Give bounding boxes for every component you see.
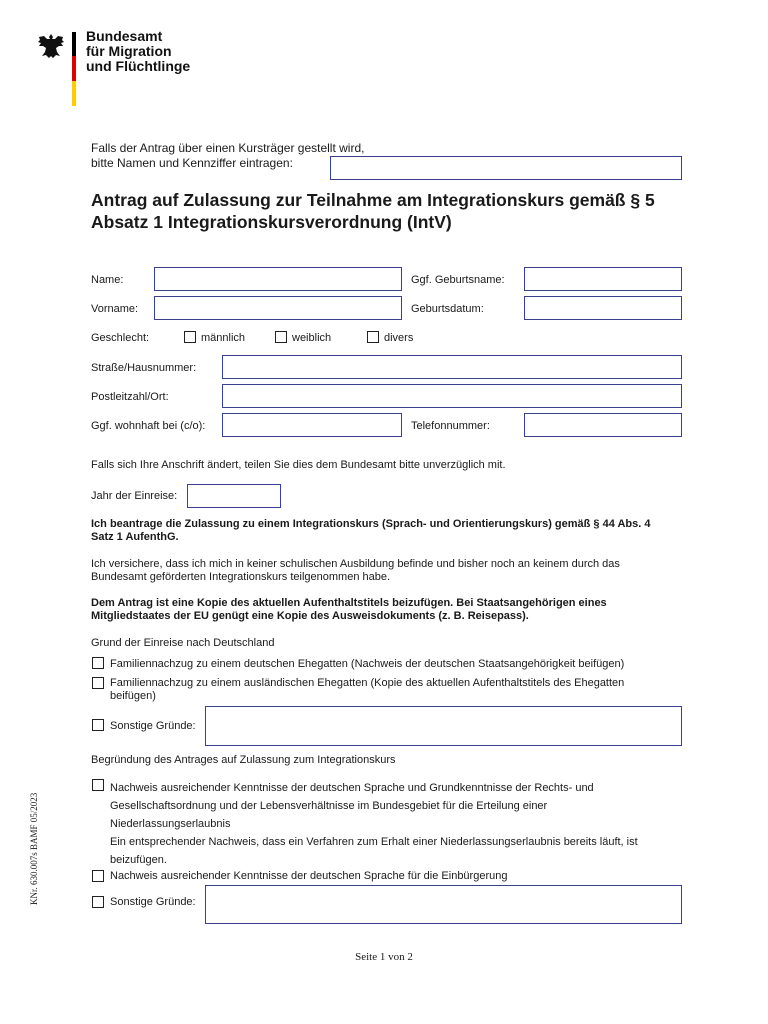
- birth-date-label: Geburtsdatum:: [411, 303, 484, 315]
- justification-checkbox-2[interactable]: [92, 870, 104, 882]
- justification-option-1: [110, 779, 638, 869]
- birth-name-label: Ggf. Geburtsname:: [411, 274, 505, 286]
- justification-checkbox-3[interactable]: [92, 896, 104, 908]
- address-note: Falls sich Ihre Anschrift ändert, teilen Sie dies dem Bundesamt bitte unverzüglich mit.: [91, 459, 506, 471]
- course-provider-line-1: Falls der Antrag über einen Kursträger gestellt wird,: [91, 141, 365, 155]
- request-statement: [91, 518, 651, 544]
- justification-option-1-line-3: Niederlassungserlaubnis: [110, 818, 231, 830]
- justification-option-3: Sonstige Gründe:: [110, 896, 196, 908]
- entry-reason-option-2-line-2: beifügen): [110, 690, 156, 702]
- course-provider-input[interactable]: [330, 156, 682, 180]
- female-label: weiblich: [292, 332, 332, 344]
- copy-requirement: [91, 597, 607, 623]
- justification-other-input[interactable]: [205, 885, 682, 924]
- flag-stripe-gold: [72, 81, 76, 106]
- justification-option-1-line-1: Nachweis ausreichender Kenntnisse der deutschen Sprache und Grundkenntnisse der Rechts- und: [110, 782, 594, 794]
- agency-line-3: und Flüchtlinge: [86, 58, 191, 74]
- phone-input[interactable]: [524, 413, 682, 437]
- street-input[interactable]: [222, 355, 682, 379]
- copy-line-1: Dem Antrag ist eine Kopie des aktuellen Aufenthaltstitels beizufügen. Bei Staatsangehörigen eines: [91, 597, 607, 609]
- diverse-checkbox[interactable]: [367, 331, 379, 343]
- postal-label: Postleitzahl/Ort:: [91, 391, 169, 403]
- entry-reason-option-1: Familiennachzug zu einem deutschen Ehegatten (Nachweis der deutschen Staatsangehörigkeit beifügen): [110, 658, 625, 670]
- birth-date-input[interactable]: [524, 296, 682, 320]
- copy-line-2: Mitgliedstaates der EU genügt eine Kopie des Ausweisdokuments (z. B. Reisepass).: [91, 610, 529, 622]
- entry-reason-checkbox-3[interactable]: [92, 719, 104, 731]
- entry-reason-option-3: Sonstige Gründe:: [110, 720, 196, 732]
- assurance-line-2: Bundesamt geförderten Integrationskurs teilgenommen habe.: [91, 571, 391, 583]
- entry-reason-option-2-line-1: Familiennachzug zu einem ausländischen Ehegatten (Kopie des aktuellen Aufenthaltstitels des Ehegatten: [110, 677, 625, 689]
- title-line-2: Absatz 1 Integrationskursverordnung (IntV): [91, 212, 452, 232]
- course-provider-text: [91, 141, 364, 171]
- page-number: Seite 1 von 2: [355, 951, 413, 963]
- street-label: Straße/Hausnummer:: [91, 362, 197, 374]
- entry-reason-option-2: [110, 677, 624, 703]
- request-line-2: Satz 1 AufenthG.: [91, 531, 179, 543]
- entry-reason-checkbox-1[interactable]: [92, 657, 104, 669]
- diverse-label: divers: [384, 332, 414, 344]
- birth-name-input[interactable]: [524, 267, 682, 291]
- justification-option-1-line-5: beizufügen.: [110, 854, 167, 866]
- phone-label: Telefonnummer:: [411, 420, 490, 432]
- entry-reason-heading: Grund der Einreise nach Deutschland: [91, 637, 275, 649]
- justification-option-2: Nachweis ausreichender Kenntnisse der deutschen Sprache für die Einbürgerung: [110, 870, 508, 882]
- justification-heading: Begründung des Antrages auf Zulassung zum Integrationskurs: [91, 754, 396, 766]
- care-of-label: Ggf. wohnhaft bei (c/o):: [91, 420, 206, 432]
- agency-name: [86, 29, 190, 74]
- gender-label: Geschlecht:: [91, 332, 150, 344]
- first-name-input[interactable]: [154, 296, 402, 320]
- flag-stripe-red: [72, 56, 76, 81]
- name-input[interactable]: [154, 267, 402, 291]
- form-code: KNr. 630.007s BAMF 05/2023: [29, 792, 39, 905]
- care-of-input[interactable]: [222, 413, 402, 437]
- entry-reason-other-input[interactable]: [205, 706, 682, 746]
- male-label: männlich: [201, 332, 246, 344]
- agency-line-2: für Migration: [86, 43, 172, 59]
- eagle-icon: [36, 31, 66, 61]
- page-title: [91, 189, 655, 233]
- course-provider-line-2: bitte Namen und Kennziffer eintragen:: [91, 156, 293, 170]
- assurance-statement: [91, 558, 620, 584]
- title-line-1: Antrag auf Zulassung zur Teilnahme am Integrationskurs gemäß § 5: [91, 190, 655, 210]
- justification-option-1-line-4: Ein entsprechender Nachweis, dass ein Verfahren zum Erhalt einer Niederlassungserlaubnis bereits läuft, ist: [110, 836, 638, 848]
- first-name-label: Vorname:: [91, 303, 139, 315]
- flag-stripe-black: [72, 32, 76, 56]
- justification-checkbox-1[interactable]: [92, 779, 104, 791]
- entry-year-input[interactable]: [187, 484, 281, 508]
- name-label: Name:: [91, 274, 124, 286]
- justification-option-1-line-2: Gesellschaftsordnung und der Lebensverhältnisse im Bundesgebiet für die Erteilung einer: [110, 800, 548, 812]
- assurance-line-1: Ich versichere, dass ich mich in keiner schulischen Ausbildung befinde und bisher noch an keinem durch das: [91, 558, 620, 570]
- entry-year-label: Jahr der Einreise:: [91, 490, 178, 502]
- entry-reason-checkbox-2[interactable]: [92, 677, 104, 689]
- female-checkbox[interactable]: [275, 331, 287, 343]
- male-checkbox[interactable]: [184, 331, 196, 343]
- postal-input[interactable]: [222, 384, 682, 408]
- agency-line-1: Bundesamt: [86, 28, 163, 44]
- request-line-1: Ich beantrage die Zulassung zu einem Integrationskurs (Sprach- und Orientierungskurs) gemäß § 44 Abs. 4: [91, 518, 651, 530]
